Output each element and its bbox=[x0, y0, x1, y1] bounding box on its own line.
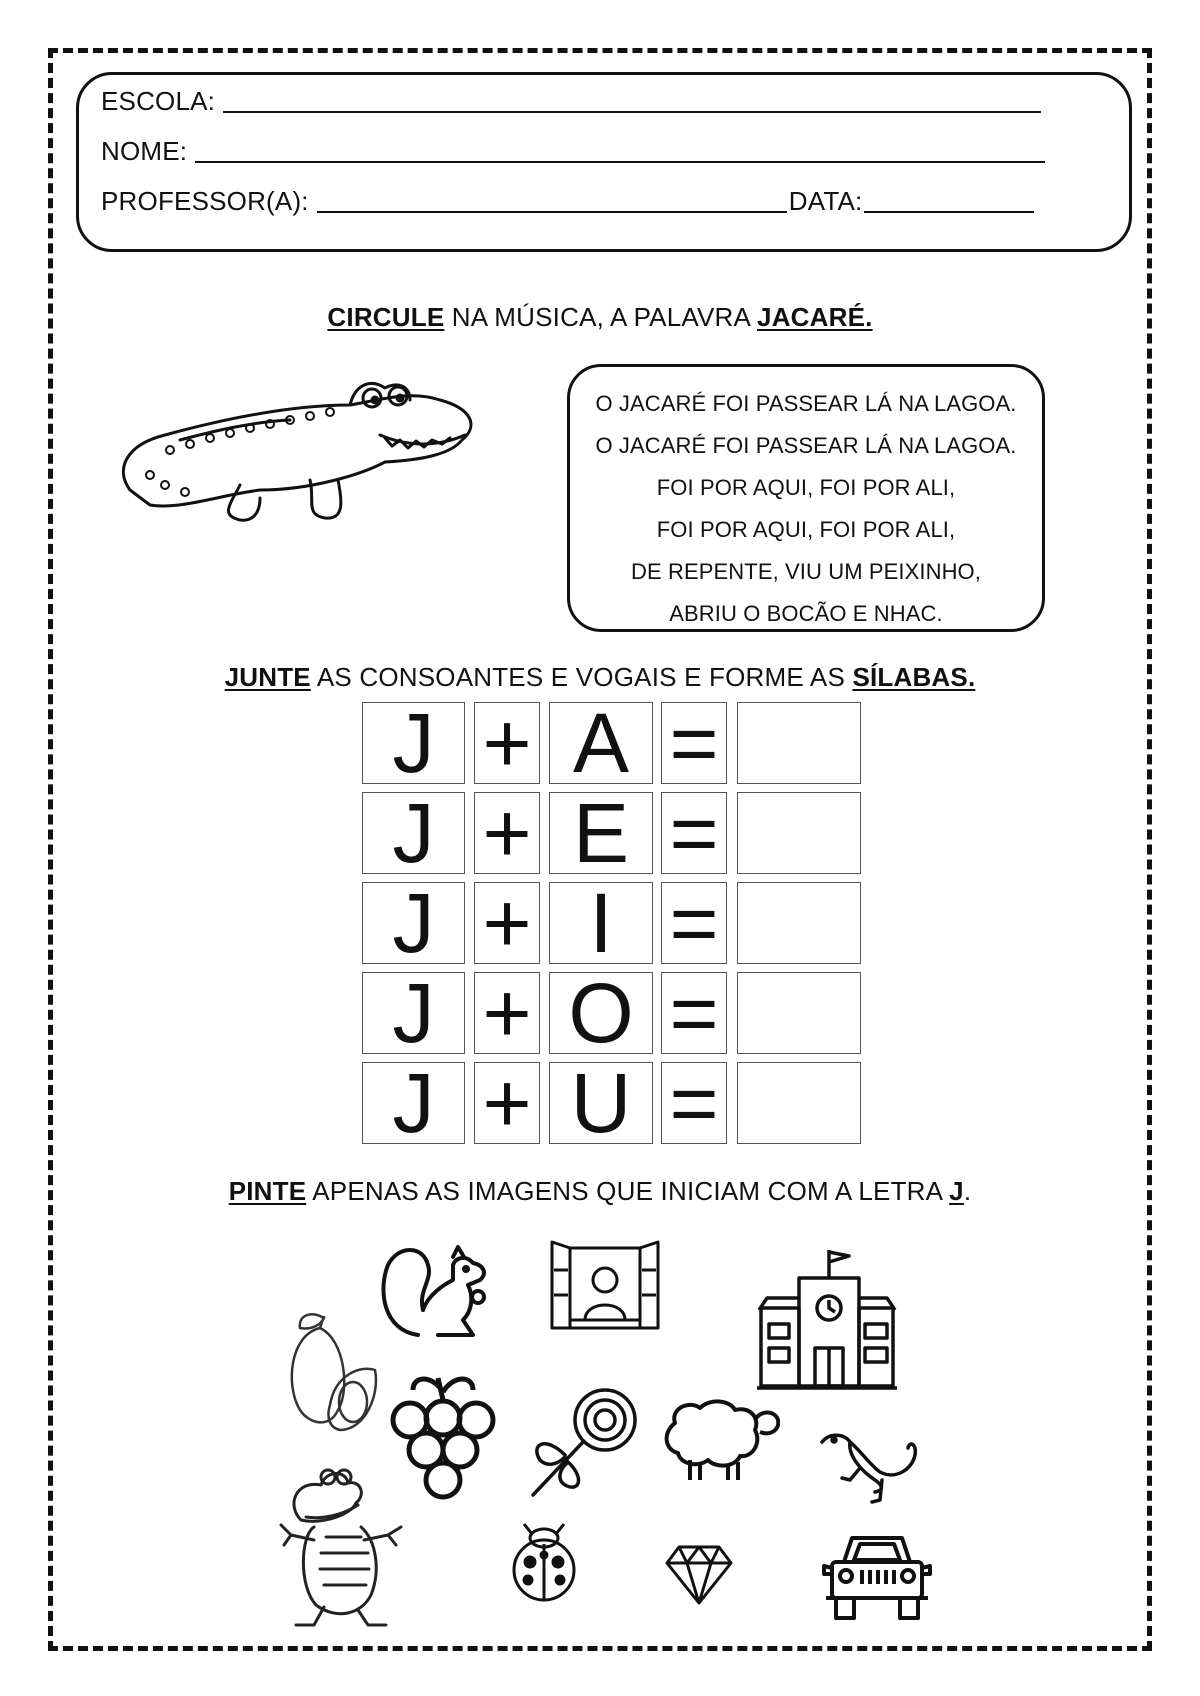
consonant-cell: J bbox=[362, 1062, 465, 1144]
consonant-cell: J bbox=[362, 972, 465, 1054]
guava-icon[interactable] bbox=[280, 1310, 380, 1440]
ladybug-icon[interactable] bbox=[510, 1522, 578, 1602]
equals-cell: = bbox=[661, 972, 727, 1054]
window-icon[interactable] bbox=[550, 1240, 660, 1332]
vowel-cell: O bbox=[549, 972, 653, 1054]
data-field[interactable] bbox=[864, 211, 1034, 213]
answer-box[interactable] bbox=[737, 702, 861, 784]
diamond-icon[interactable] bbox=[665, 1545, 733, 1605]
instruction-circle bbox=[0, 302, 1200, 333]
answer-box[interactable] bbox=[737, 1062, 861, 1144]
consonant-cell: J bbox=[362, 882, 465, 964]
escola-field[interactable] bbox=[223, 111, 1041, 113]
instruction-keyword: JACARÉ. bbox=[757, 302, 873, 332]
plus-cell: + bbox=[474, 702, 540, 784]
header-box bbox=[76, 72, 1132, 252]
equals-cell: = bbox=[661, 882, 727, 964]
lollipop-icon[interactable] bbox=[525, 1385, 640, 1500]
song-box bbox=[567, 364, 1045, 632]
song-line: DE REPENTE, VIU UM PEIXINHO, bbox=[631, 559, 981, 584]
consonant-cell: J bbox=[362, 702, 465, 784]
instruction-paint: PINTE APENAS AS IMAGENS QUE INICIAM COM A LETRA J. bbox=[228, 1176, 972, 1206]
plus-cell: + bbox=[474, 1062, 540, 1144]
instruction-keyword: J bbox=[949, 1176, 964, 1206]
escola-label: ESCOLA: bbox=[101, 86, 216, 116]
data-label: DATA: bbox=[788, 186, 863, 216]
instruction-text: NA MÚSICA, A PALAVRA bbox=[444, 302, 758, 332]
alligator-icon[interactable] bbox=[276, 1465, 406, 1630]
escola-row bbox=[101, 85, 1041, 117]
instruction-verb: JUNTE bbox=[224, 662, 311, 692]
instruction-keyword: SÍLABAS. bbox=[852, 662, 976, 692]
instruction-text: APENAS AS IMAGENS QUE INICIAM COM A LETRA bbox=[306, 1176, 950, 1206]
vowel-cell: E bbox=[549, 792, 653, 874]
jeep-icon[interactable] bbox=[822, 1532, 932, 1622]
instruction-verb: PINTE bbox=[228, 1176, 307, 1206]
alligator-picture bbox=[110, 380, 490, 530]
vowel-cell: I bbox=[549, 882, 653, 964]
equals-cell: = bbox=[661, 792, 727, 874]
vowel-cell: U bbox=[549, 1062, 653, 1144]
professor-row bbox=[101, 185, 1034, 217]
nome-row bbox=[101, 135, 1045, 167]
instruction-join bbox=[0, 662, 1200, 693]
song-line: O JACARÉ FOI PASSEAR LÁ NA LAGOA. bbox=[595, 433, 1017, 458]
instruction-verb: CIRCULE bbox=[327, 302, 445, 332]
answer-box[interactable] bbox=[737, 882, 861, 964]
instruction-text: AS CONSOANTES E VOGAIS E FORME AS bbox=[310, 662, 853, 692]
nome-field[interactable] bbox=[195, 161, 1045, 163]
answer-box[interactable] bbox=[737, 792, 861, 874]
consonant-cell: J bbox=[362, 792, 465, 874]
sheep-icon[interactable] bbox=[660, 1398, 780, 1488]
professor-label: PROFESSOR(A): bbox=[101, 186, 309, 216]
nome-label: NOME: bbox=[101, 136, 188, 166]
song-line: O JACARÉ FOI PASSEAR LÁ NA LAGOA. bbox=[595, 391, 1017, 416]
song-line: ABRIU O BOCÃO E NHAC. bbox=[669, 601, 943, 626]
answer-box[interactable] bbox=[737, 972, 861, 1054]
squirrel-icon[interactable] bbox=[378, 1235, 498, 1345]
equals-cell: = bbox=[661, 702, 727, 784]
professor-field[interactable] bbox=[317, 211, 787, 213]
vowel-cell: A bbox=[549, 702, 653, 784]
song-line: FOI POR AQUI, FOI POR ALI, bbox=[656, 475, 956, 500]
iguana-icon[interactable] bbox=[820, 1430, 920, 1510]
school-icon[interactable] bbox=[757, 1248, 897, 1390]
equals-cell: = bbox=[661, 1062, 727, 1144]
plus-cell: + bbox=[474, 882, 540, 964]
plus-cell: + bbox=[474, 972, 540, 1054]
plus-cell: + bbox=[474, 792, 540, 874]
song-line: FOI POR AQUI, FOI POR ALI, bbox=[656, 517, 956, 542]
